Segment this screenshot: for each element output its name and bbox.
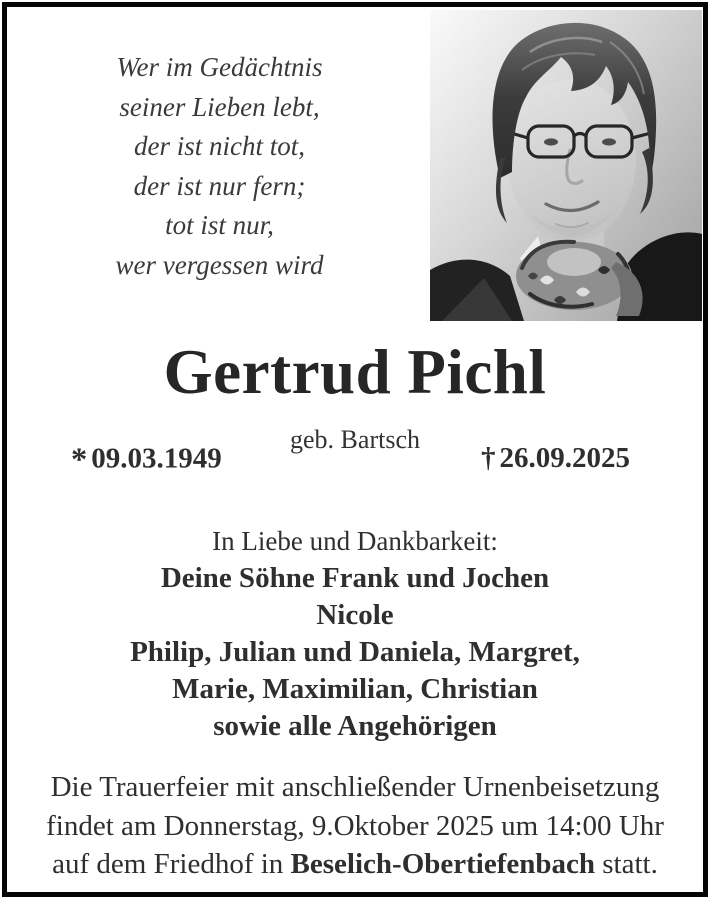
poem-line: Wer im Gedächtnis <box>116 52 323 82</box>
birth-date-value: 09.03.1949 <box>91 442 222 475</box>
funeral-line-3-suffix: statt. <box>595 848 658 880</box>
birth-date <box>71 442 222 479</box>
funeral-line-2: findet am Donnerstag, 9.Oktober 2025 um 14:00 Uhr <box>46 809 664 842</box>
maiden-name: geb. Bartsch <box>290 425 420 454</box>
death-date <box>481 442 630 475</box>
life-dates <box>7 421 703 477</box>
dedication-line: In Liebe und Dankbarkeit: <box>212 526 498 556</box>
funeral-location: Beselich-Obertiefenbach <box>290 848 595 880</box>
poem-line: tot ist nur, <box>165 210 274 240</box>
mourners-line: Marie, Maximilian, Christian <box>172 673 538 705</box>
death-date-value: 26.09.2025 <box>499 442 630 474</box>
death-cross-symbol: † <box>481 442 496 474</box>
funeral-line-1: Die Trauerfeier mit anschließender Urnenbeisetzung <box>50 771 660 803</box>
obituary-card <box>2 2 708 897</box>
mourners-line: Philip, Julian und Daniela, Margret, <box>130 636 580 668</box>
poem-line: wer vergessen wird <box>115 249 324 280</box>
mourners-line: Nicole <box>316 599 394 631</box>
poem-line: seiner Lieben lebt, <box>119 91 320 122</box>
funeral-line-3-prefix: auf dem Friedhof in <box>52 848 291 880</box>
deceased-name: Gertrud Pichl <box>163 337 547 407</box>
poem-line: der ist nur fern; <box>133 170 306 201</box>
header-section <box>7 7 703 325</box>
memorial-poem <box>7 48 432 285</box>
poem-line: der ist nicht tot, <box>134 131 305 161</box>
birth-star-symbol: * <box>71 442 88 478</box>
portrait-photo-illustration <box>430 10 702 321</box>
mourners-section <box>7 522 703 745</box>
portrait-photo <box>430 10 702 321</box>
funeral-line-3 <box>7 845 703 884</box>
funeral-info <box>7 768 703 884</box>
mourners-line: sowie alle Angehörigen <box>213 710 497 742</box>
mourners-line: Deine Söhne Frank und Jochen <box>160 562 550 594</box>
